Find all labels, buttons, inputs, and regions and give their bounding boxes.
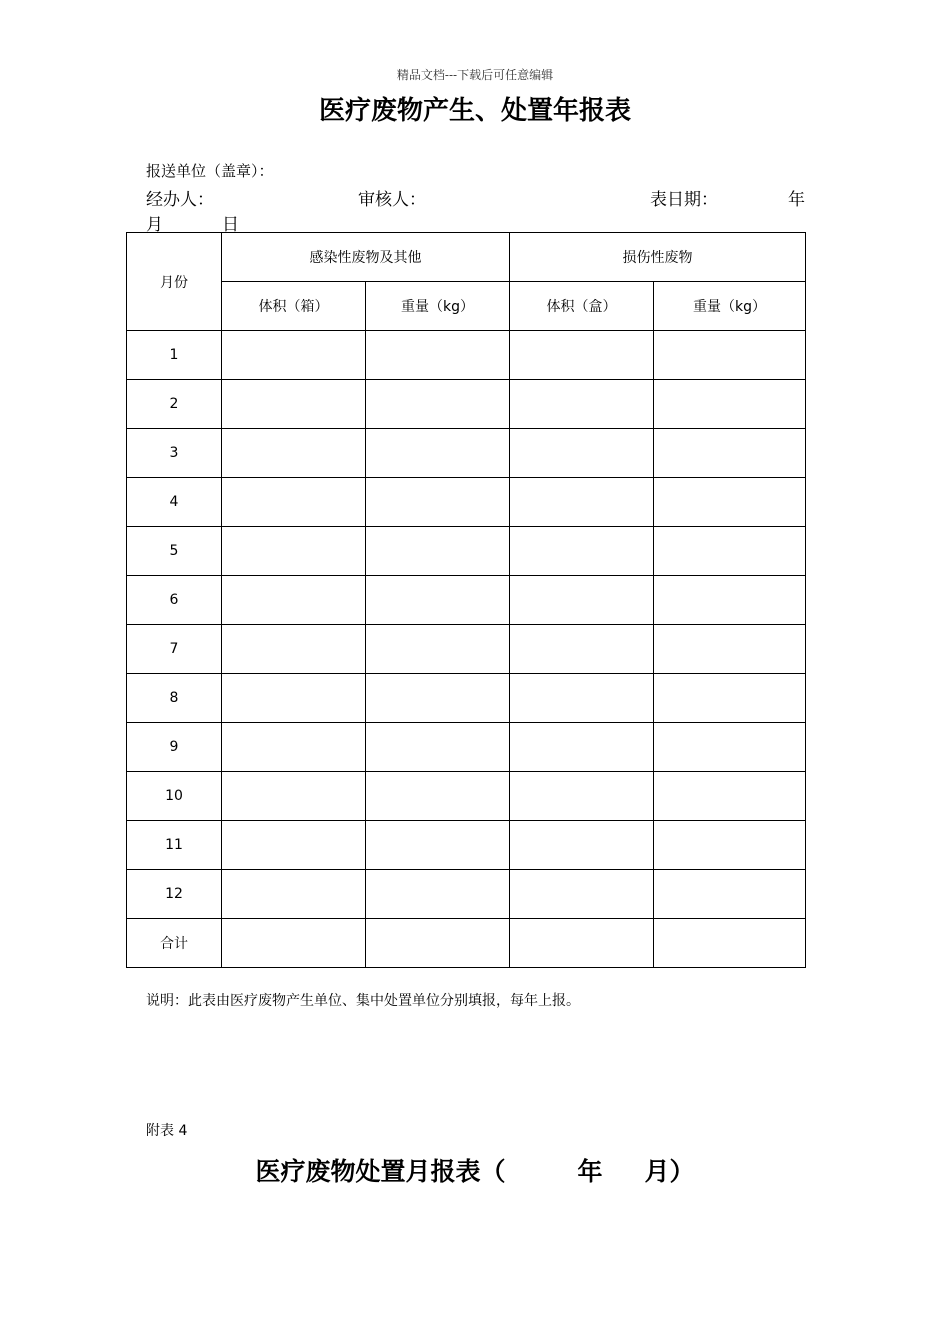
data-cell[interactable] bbox=[366, 870, 510, 919]
data-cell[interactable] bbox=[222, 380, 366, 429]
annual-report-table bbox=[126, 232, 806, 968]
row-label: 12 bbox=[127, 870, 222, 919]
data-cell[interactable] bbox=[654, 429, 806, 478]
table-row bbox=[127, 331, 806, 380]
header-note: 精品文档---下载后可任意编辑 bbox=[396, 68, 554, 82]
data-cell[interactable] bbox=[366, 625, 510, 674]
monthly-title-year: 年 bbox=[577, 1157, 603, 1186]
table-row bbox=[127, 919, 806, 968]
data-cell[interactable] bbox=[654, 380, 806, 429]
data-cell[interactable] bbox=[510, 380, 654, 429]
data-cell[interactable] bbox=[510, 576, 654, 625]
data-cell[interactable] bbox=[222, 527, 366, 576]
data-cell[interactable] bbox=[654, 576, 806, 625]
data-cell[interactable] bbox=[366, 380, 510, 429]
data-cell[interactable] bbox=[222, 821, 366, 870]
data-cell[interactable] bbox=[510, 674, 654, 723]
subheader-weight: 重量（kg） bbox=[366, 282, 510, 331]
date-day: 日 bbox=[222, 215, 239, 235]
data-cell[interactable] bbox=[654, 919, 806, 968]
month-column-header: 月份 bbox=[127, 233, 222, 331]
row-label: 3 bbox=[127, 429, 222, 478]
table-header-row bbox=[127, 233, 806, 282]
row-label: 1 bbox=[127, 331, 222, 380]
date-year: 年 bbox=[788, 190, 805, 210]
date-label: 表日期： bbox=[650, 190, 718, 210]
table-row bbox=[127, 821, 806, 870]
table-row bbox=[127, 870, 806, 919]
table-row bbox=[127, 723, 806, 772]
data-cell[interactable] bbox=[222, 870, 366, 919]
data-cell[interactable] bbox=[222, 576, 366, 625]
data-cell[interactable] bbox=[654, 674, 806, 723]
data-cell[interactable] bbox=[366, 527, 510, 576]
row-label: 合计 bbox=[127, 919, 222, 968]
data-cell[interactable] bbox=[222, 919, 366, 968]
table-subheader-row bbox=[127, 282, 806, 331]
row-label: 6 bbox=[127, 576, 222, 625]
monthly-title-prefix: 医疗废物处置月报表（ bbox=[255, 1157, 506, 1186]
unit-label: 报送单位（盖章）： bbox=[146, 162, 274, 180]
data-cell[interactable] bbox=[366, 674, 510, 723]
data-cell[interactable] bbox=[366, 576, 510, 625]
data-cell[interactable] bbox=[654, 625, 806, 674]
data-cell[interactable] bbox=[654, 821, 806, 870]
subheader-volume-box: 体积（箱） bbox=[222, 282, 366, 331]
table-row bbox=[127, 674, 806, 723]
table-row bbox=[127, 478, 806, 527]
row-label: 5 bbox=[127, 527, 222, 576]
annex-label: 附表 4 bbox=[146, 1123, 188, 1139]
data-cell[interactable] bbox=[222, 625, 366, 674]
table-row bbox=[127, 772, 806, 821]
data-cell[interactable] bbox=[510, 821, 654, 870]
handler-label: 经办人： bbox=[146, 190, 214, 210]
row-label: 2 bbox=[127, 380, 222, 429]
data-cell[interactable] bbox=[510, 331, 654, 380]
data-cell[interactable] bbox=[510, 723, 654, 772]
subheader-weight: 重量（kg） bbox=[654, 282, 806, 331]
data-cell[interactable] bbox=[222, 772, 366, 821]
reviewer-label: 审核人： bbox=[358, 190, 426, 210]
row-label: 8 bbox=[127, 674, 222, 723]
table-row bbox=[127, 527, 806, 576]
data-cell[interactable] bbox=[654, 527, 806, 576]
table-note: 说明：此表由医疗废物产生单位、集中处置单位分别填报，每年上报。 bbox=[146, 993, 580, 1009]
data-cell[interactable] bbox=[222, 674, 366, 723]
infectious-waste-header: 感染性废物及其他 bbox=[222, 233, 510, 282]
data-cell[interactable] bbox=[222, 478, 366, 527]
data-cell[interactable] bbox=[366, 821, 510, 870]
data-cell[interactable] bbox=[510, 919, 654, 968]
subheader-volume-case: 体积（盒） bbox=[510, 282, 654, 331]
data-cell[interactable] bbox=[654, 478, 806, 527]
data-cell[interactable] bbox=[510, 772, 654, 821]
monthly-title-month: 月） bbox=[644, 1157, 695, 1186]
row-label: 7 bbox=[127, 625, 222, 674]
data-cell[interactable] bbox=[366, 331, 510, 380]
data-cell[interactable] bbox=[222, 429, 366, 478]
data-cell[interactable] bbox=[222, 723, 366, 772]
data-cell[interactable] bbox=[366, 478, 510, 527]
row-label: 10 bbox=[127, 772, 222, 821]
row-label: 11 bbox=[127, 821, 222, 870]
data-cell[interactable] bbox=[510, 429, 654, 478]
data-cell[interactable] bbox=[510, 625, 654, 674]
date-month: 月 bbox=[146, 215, 163, 235]
page-title: 医疗废物产生、处置年报表 bbox=[318, 96, 631, 126]
data-cell[interactable] bbox=[510, 527, 654, 576]
data-cell[interactable] bbox=[366, 429, 510, 478]
data-cell[interactable] bbox=[510, 870, 654, 919]
data-cell[interactable] bbox=[654, 772, 806, 821]
table-row bbox=[127, 576, 806, 625]
row-label: 4 bbox=[127, 478, 222, 527]
data-cell[interactable] bbox=[654, 723, 806, 772]
table-row bbox=[127, 625, 806, 674]
data-cell[interactable] bbox=[366, 723, 510, 772]
data-cell[interactable] bbox=[654, 331, 806, 380]
data-cell[interactable] bbox=[366, 919, 510, 968]
table-row bbox=[127, 429, 806, 478]
data-cell[interactable] bbox=[222, 331, 366, 380]
monthly-report-title bbox=[0, 1152, 950, 1188]
data-cell[interactable] bbox=[510, 478, 654, 527]
table-row bbox=[127, 380, 806, 429]
row-label: 9 bbox=[127, 723, 222, 772]
sharps-waste-header: 损伤性废物 bbox=[510, 233, 806, 282]
data-cell[interactable] bbox=[654, 870, 806, 919]
data-cell[interactable] bbox=[366, 772, 510, 821]
